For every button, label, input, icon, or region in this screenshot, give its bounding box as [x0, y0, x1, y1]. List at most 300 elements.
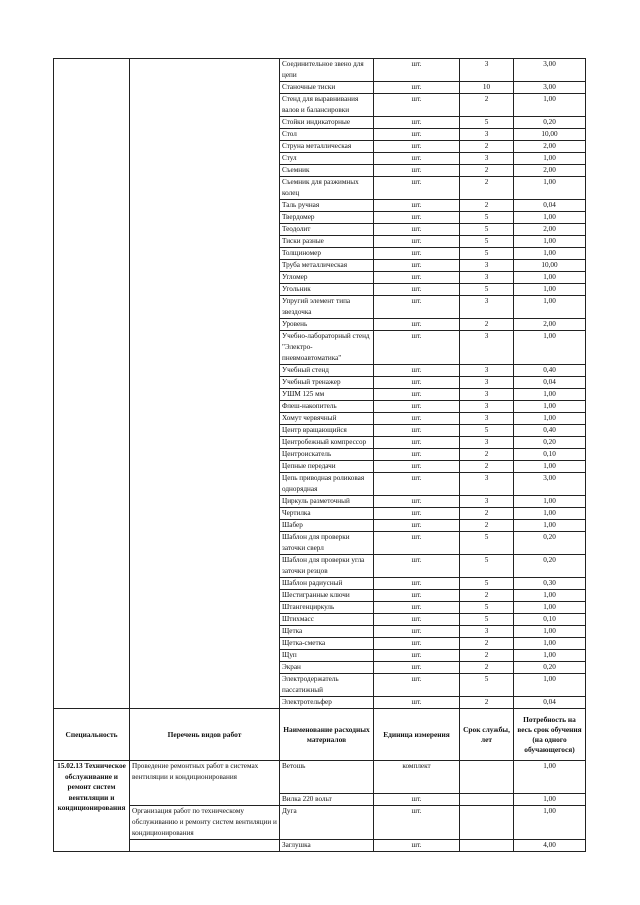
equipment-unit: шт. — [374, 650, 460, 662]
equipment-per: 0,30 — [514, 578, 586, 590]
table-row — [54, 377, 586, 389]
specialty-cell-empty — [54, 236, 130, 248]
table-row — [54, 331, 586, 365]
equipment-unit: шт. — [374, 461, 460, 473]
table-row — [54, 662, 586, 674]
equipment-per: 1,00 — [514, 284, 586, 296]
equipment-qty: 2 — [460, 638, 514, 650]
equipment-name: Хомут червячный — [280, 413, 374, 425]
equipment-unit: шт. — [374, 94, 460, 117]
works-cell-empty — [130, 319, 280, 331]
material-unit: шт. — [374, 806, 460, 840]
equipment-per: 1,00 — [514, 602, 586, 614]
works-cell-empty — [130, 236, 280, 248]
works-cell-empty — [130, 473, 280, 496]
equipment-per: 0,20 — [514, 555, 586, 578]
works-cell-empty — [130, 284, 280, 296]
specialty-cell-empty — [54, 532, 130, 555]
table-row — [54, 674, 586, 697]
table-row — [54, 555, 586, 578]
equipment-name: Станочные тиски — [280, 82, 374, 94]
equipment-per: 1,00 — [514, 520, 586, 532]
equipment-name: Стенд для выравнивания валов и балансировки — [280, 94, 374, 117]
equipment-unit: шт. — [374, 59, 460, 82]
table-row — [54, 520, 586, 532]
equipment-name: Труба металлическая — [280, 260, 374, 272]
specialty-cell-empty — [54, 602, 130, 614]
specialty-cell-empty — [54, 413, 130, 425]
works-cell-empty — [130, 129, 280, 141]
table-row — [54, 284, 586, 296]
equipment-per: 1,00 — [514, 177, 586, 200]
specialty-cell-empty — [54, 177, 130, 200]
equipment-per: 0,04 — [514, 697, 586, 709]
material-term — [460, 806, 514, 840]
works-cell-empty — [130, 141, 280, 153]
table-row — [54, 165, 586, 177]
document-page — [53, 58, 585, 852]
equipment-qty: 5 — [460, 284, 514, 296]
equipment-name: Шаблон для проверки угла заточки резцов — [280, 555, 374, 578]
table-row — [54, 413, 586, 425]
equipment-qty: 3 — [460, 473, 514, 496]
materials-section — [54, 709, 586, 852]
equipment-qty: 2 — [460, 650, 514, 662]
equipment-name: Учебно-лабораторный стенд "Электро-пневмоавтоматика" — [280, 331, 374, 365]
specialty-cell: 15.02.13 Техническое обслуживание и ремонт систем вентиляции и кондиционирования — [54, 761, 130, 852]
equipment-name: Шаблон радиусный — [280, 578, 374, 590]
equipment-unit: шт. — [374, 662, 460, 674]
equipment-unit: шт. — [374, 425, 460, 437]
equipment-unit: шт. — [374, 319, 460, 331]
table-row — [54, 129, 586, 141]
equipment-per: 1,00 — [514, 674, 586, 697]
header-specialty: Специальность — [54, 709, 130, 761]
works-cell-empty — [130, 578, 280, 590]
material-unit: шт. — [374, 794, 460, 806]
works-cell-empty — [130, 508, 280, 520]
equipment-per: 3,00 — [514, 59, 586, 82]
works-cell-empty — [130, 449, 280, 461]
equipment-per: 1,00 — [514, 94, 586, 117]
header-unit: Единица измерения — [374, 709, 460, 761]
equipment-qty: 3 — [460, 377, 514, 389]
equipment-unit: шт. — [374, 141, 460, 153]
equipment-per: 2,00 — [514, 319, 586, 331]
equipment-unit: шт. — [374, 602, 460, 614]
equipment-qty: 2 — [460, 177, 514, 200]
table-row — [54, 236, 586, 248]
equipment-qty: 3 — [460, 260, 514, 272]
equipment-per: 1,00 — [514, 389, 586, 401]
specialty-cell-empty — [54, 578, 130, 590]
equipment-name: Электродержатель пассатижный — [280, 674, 374, 697]
table-row — [54, 532, 586, 555]
table-row — [54, 449, 586, 461]
material-unit: шт. — [374, 840, 460, 852]
works-cell-empty — [130, 165, 280, 177]
equipment-qty: 2 — [460, 319, 514, 331]
table-row — [54, 177, 586, 200]
table-row — [54, 248, 586, 260]
specialty-cell-empty — [54, 449, 130, 461]
equipment-qty: 2 — [460, 449, 514, 461]
equipment-name: Флеш-накопитель — [280, 401, 374, 413]
work-cell-2: Организация работ по техническому обслуживанию и ремонту систем вентиляции и кондиционирования — [130, 806, 280, 840]
works-cell-empty — [130, 377, 280, 389]
specialty-cell-empty — [54, 153, 130, 165]
table-row — [54, 59, 586, 82]
equipment-qty: 5 — [460, 425, 514, 437]
works-cell-empty — [130, 296, 280, 319]
equipment-unit: шт. — [374, 389, 460, 401]
equipment-per: 0,10 — [514, 449, 586, 461]
equipment-unit: шт. — [374, 331, 460, 365]
equipment-qty: 2 — [460, 141, 514, 153]
equipment-per: 1,00 — [514, 638, 586, 650]
equipment-name: Съемник для разжимных колец — [280, 177, 374, 200]
equipment-per: 1,00 — [514, 248, 586, 260]
equipment-name: Шаблон для проверки заточки сверл — [280, 532, 374, 555]
specialty-cell-empty — [54, 284, 130, 296]
header-materials: Наименование расходных материалов — [280, 709, 374, 761]
equipment-qty: 3 — [460, 401, 514, 413]
equipment-qty: 2 — [460, 165, 514, 177]
equipment-name: Шестигранные ключи — [280, 590, 374, 602]
table-row — [54, 425, 586, 437]
specialty-cell-empty — [54, 496, 130, 508]
equipment-qty: 5 — [460, 578, 514, 590]
table-row — [54, 401, 586, 413]
equipment-per: 1,00 — [514, 461, 586, 473]
specialty-cell-empty — [54, 389, 130, 401]
specialty-cell-empty — [54, 94, 130, 117]
specialty-cell-empty — [54, 117, 130, 129]
works-cell-empty — [130, 401, 280, 413]
equipment-qty: 3 — [460, 129, 514, 141]
equipment-name: Упругий элемент типа звездочка — [280, 296, 374, 319]
material-name: Вилка 220 вольт — [280, 794, 374, 806]
specialty-cell-empty — [54, 365, 130, 377]
table-row — [54, 365, 586, 377]
specialty-cell-empty — [54, 662, 130, 674]
works-cell-empty — [130, 590, 280, 602]
works-cell-empty — [130, 224, 280, 236]
table-row — [54, 638, 586, 650]
equipment-name: Штангенциркуль — [280, 602, 374, 614]
equipment-qty: 5 — [460, 532, 514, 555]
equipment-unit: шт. — [374, 296, 460, 319]
works-cell-empty — [130, 200, 280, 212]
works-cell-empty — [130, 177, 280, 200]
equipment-qty: 5 — [460, 614, 514, 626]
equipment-per: 0,20 — [514, 662, 586, 674]
table-row — [54, 260, 586, 272]
equipment-unit: шт. — [374, 365, 460, 377]
specialty-cell-empty — [54, 520, 130, 532]
table-row — [54, 94, 586, 117]
equipment-name: Электротельфер — [280, 697, 374, 709]
equipment-per: 1,00 — [514, 590, 586, 602]
table-row — [54, 626, 586, 638]
equipment-per: 1,00 — [514, 236, 586, 248]
equipment-qty: 3 — [460, 437, 514, 449]
equipment-name: Щетка — [280, 626, 374, 638]
header-row — [54, 709, 586, 761]
equipment-name: Учебный тренажер — [280, 377, 374, 389]
works-cell-empty — [130, 602, 280, 614]
equipment-unit: шт. — [374, 153, 460, 165]
table-row — [54, 496, 586, 508]
works-cell-empty — [130, 532, 280, 555]
equipment-per: 10,00 — [514, 260, 586, 272]
equipment-unit: шт. — [374, 377, 460, 389]
works-cell-empty — [130, 650, 280, 662]
equipment-unit: шт. — [374, 590, 460, 602]
equipment-list — [54, 59, 586, 709]
equipment-qty: 10 — [460, 82, 514, 94]
specialty-cell-empty — [54, 212, 130, 224]
works-cell-empty — [130, 662, 280, 674]
works-cell-empty — [130, 94, 280, 117]
equipment-unit: шт. — [374, 200, 460, 212]
material-name: Ветошь — [280, 761, 374, 794]
equipment-name: Циркуль разметочный — [280, 496, 374, 508]
table-row — [54, 82, 586, 94]
table-row — [54, 602, 586, 614]
equipment-unit: шт. — [374, 129, 460, 141]
equipment-per: 1,00 — [514, 296, 586, 319]
equipment-name: Толщиномер — [280, 248, 374, 260]
table-row — [54, 200, 586, 212]
equipment-qty: 2 — [460, 697, 514, 709]
specialty-cell-empty — [54, 614, 130, 626]
table-row — [54, 319, 586, 331]
specialty-cell-empty — [54, 224, 130, 236]
material-need: 1,00 — [514, 761, 586, 794]
equipment-name: Уровень — [280, 319, 374, 331]
equipment-qty: 3 — [460, 331, 514, 365]
equipment-unit: шт. — [374, 508, 460, 520]
works-cell-empty — [130, 626, 280, 638]
table-row — [54, 508, 586, 520]
table-row — [54, 761, 586, 794]
table-row — [54, 473, 586, 496]
equipment-qty: 3 — [460, 296, 514, 319]
works-cell-empty — [130, 365, 280, 377]
works-cell-empty — [130, 272, 280, 284]
specialty-cell-empty — [54, 82, 130, 94]
equipment-qty: 3 — [460, 389, 514, 401]
table-row — [54, 461, 586, 473]
table-row — [54, 697, 586, 709]
equipment-name: Теодолит — [280, 224, 374, 236]
equipment-qty: 5 — [460, 212, 514, 224]
equipment-per: 0,04 — [514, 200, 586, 212]
specialty-cell-empty — [54, 638, 130, 650]
table-row — [54, 141, 586, 153]
equipment-qty: 3 — [460, 365, 514, 377]
material-name: Заглушка — [280, 840, 374, 852]
table-row — [54, 840, 586, 852]
specialty-cell-empty — [54, 401, 130, 413]
works-cell-empty — [130, 413, 280, 425]
equipment-qty: 2 — [460, 520, 514, 532]
specialty-cell-empty — [54, 590, 130, 602]
equipment-name: Струна металлическая — [280, 141, 374, 153]
equipment-name: Съемник — [280, 165, 374, 177]
works-cell-empty — [130, 117, 280, 129]
equipment-name: Центр вращающийся — [280, 425, 374, 437]
equipment-unit: шт. — [374, 82, 460, 94]
equipment-per: 1,00 — [514, 496, 586, 508]
table-row — [54, 806, 586, 840]
equipment-unit: шт. — [374, 401, 460, 413]
equipment-per: 0,04 — [514, 377, 586, 389]
works-cell-empty — [130, 614, 280, 626]
equipment-per: 1,00 — [514, 650, 586, 662]
equipment-unit: шт. — [374, 272, 460, 284]
equipment-unit: шт. — [374, 555, 460, 578]
specialty-cell-empty — [54, 377, 130, 389]
works-cell-empty — [130, 425, 280, 437]
table-row — [54, 578, 586, 590]
header-works: Перечень видов работ — [130, 709, 280, 761]
specialty-cell-empty — [54, 248, 130, 260]
header-need: Потребность на весь срок обучения (на одного обучающегося) — [514, 709, 586, 761]
equipment-unit: шт. — [374, 532, 460, 555]
equipment-unit: шт. — [374, 697, 460, 709]
specialty-cell-empty — [54, 437, 130, 449]
equipment-qty: 5 — [460, 555, 514, 578]
equipment-unit: шт. — [374, 449, 460, 461]
specialty-cell-empty — [54, 697, 130, 709]
equipment-unit: шт. — [374, 578, 460, 590]
specialty-cell-empty — [54, 272, 130, 284]
equipment-qty: 3 — [460, 153, 514, 165]
material-need: 1,00 — [514, 806, 586, 840]
table-row — [54, 117, 586, 129]
equipment-qty: 3 — [460, 626, 514, 638]
equipment-unit: шт. — [374, 437, 460, 449]
equipment-qty: 3 — [460, 413, 514, 425]
equipment-unit: шт. — [374, 614, 460, 626]
equipment-name: Учебный стенд — [280, 365, 374, 377]
equipment-name: Щетка-сметка — [280, 638, 374, 650]
equipment-qty: 2 — [460, 662, 514, 674]
table-row — [54, 650, 586, 662]
specialty-cell-empty — [54, 650, 130, 662]
equipment-qty: 5 — [460, 674, 514, 697]
works-cell-empty — [130, 520, 280, 532]
equipment-name: Цепь приводная роликовая однорядная — [280, 473, 374, 496]
equipment-name: УШМ 125 мм — [280, 389, 374, 401]
material-unit: комплект — [374, 761, 460, 794]
equipment-qty: 2 — [460, 200, 514, 212]
equipment-per: 10,00 — [514, 129, 586, 141]
works-cell-empty — [130, 638, 280, 650]
equipment-unit: шт. — [374, 473, 460, 496]
equipment-per: 0,40 — [514, 425, 586, 437]
works-cell-empty — [130, 496, 280, 508]
specialty-cell-empty — [54, 331, 130, 365]
equipment-per: 1,00 — [514, 413, 586, 425]
equipment-unit: шт. — [374, 284, 460, 296]
specialty-cell-empty — [54, 425, 130, 437]
work-cell-empty — [130, 840, 280, 852]
works-cell-empty — [130, 260, 280, 272]
equipment-name: Стойки индикаторные — [280, 117, 374, 129]
specialty-cell-empty — [54, 674, 130, 697]
equipment-qty: 3 — [460, 496, 514, 508]
works-cell-empty — [130, 697, 280, 709]
equipment-unit: шт. — [374, 260, 460, 272]
works-cell-empty — [130, 674, 280, 697]
equipment-qty: 3 — [460, 272, 514, 284]
works-cell-empty — [130, 437, 280, 449]
equipment-per: 1,00 — [514, 212, 586, 224]
equipment-name: Стол — [280, 129, 374, 141]
material-need: 1,00 — [514, 794, 586, 806]
equipment-name: Угломер — [280, 272, 374, 284]
specialty-cell-empty — [54, 260, 130, 272]
works-cell-empty — [130, 331, 280, 365]
equipment-table — [53, 58, 586, 852]
table-row — [54, 590, 586, 602]
material-term — [460, 840, 514, 852]
equipment-name: Твердомер — [280, 212, 374, 224]
equipment-per: 3,00 — [514, 82, 586, 94]
table-row — [54, 296, 586, 319]
equipment-name: Таль ручная — [280, 200, 374, 212]
works-cell-empty — [130, 212, 280, 224]
equipment-per: 0,20 — [514, 437, 586, 449]
table-row — [54, 153, 586, 165]
material-name: Дуга — [280, 806, 374, 840]
works-cell-empty — [130, 248, 280, 260]
table-row — [54, 272, 586, 284]
equipment-unit: шт. — [374, 236, 460, 248]
equipment-qty: 2 — [460, 94, 514, 117]
equipment-qty: 5 — [460, 602, 514, 614]
works-cell-empty — [130, 153, 280, 165]
specialty-cell-empty — [54, 59, 130, 82]
specialty-cell-empty — [54, 626, 130, 638]
works-cell-empty — [130, 389, 280, 401]
equipment-qty: 5 — [460, 224, 514, 236]
equipment-name: Стул — [280, 153, 374, 165]
equipment-per: 1,00 — [514, 272, 586, 284]
table-row — [54, 389, 586, 401]
specialty-cell-empty — [54, 129, 130, 141]
table-row — [54, 437, 586, 449]
equipment-name: Штихмасс — [280, 614, 374, 626]
specialty-cell-empty — [54, 508, 130, 520]
equipment-name: Центробежный компрессор — [280, 437, 374, 449]
specialty-cell-empty — [54, 141, 130, 153]
equipment-per: 1,00 — [514, 401, 586, 413]
specialty-cell-empty — [54, 319, 130, 331]
works-cell-empty — [130, 461, 280, 473]
equipment-qty: 2 — [460, 508, 514, 520]
equipment-unit: шт. — [374, 496, 460, 508]
work-cell-1: Проведение ремонтных работ в системах вентиляции и кондиционирования — [130, 761, 280, 806]
equipment-unit: шт. — [374, 626, 460, 638]
header-term: Срок службы, лет — [460, 709, 514, 761]
equipment-per: 2,00 — [514, 224, 586, 236]
equipment-name: Центроискатель — [280, 449, 374, 461]
table-row — [54, 614, 586, 626]
